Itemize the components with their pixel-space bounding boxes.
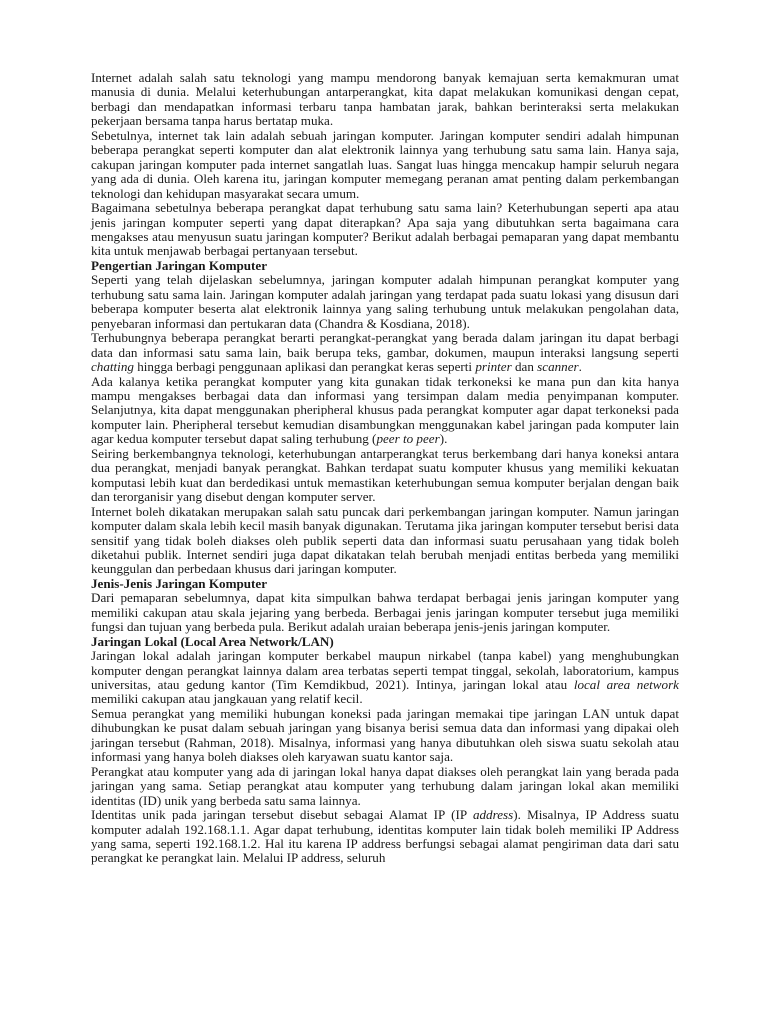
document-page [91, 71, 679, 866]
text-run: ). [439, 431, 448, 447]
paragraph [91, 649, 679, 707]
paragraph [91, 273, 679, 331]
text-run: memiliki cakupan atau jangkauan yang relatif kecil. [91, 691, 363, 707]
italic-term: printer [475, 359, 512, 375]
paragraph [91, 765, 679, 808]
text-run: Semua perangkat yang memiliki hubungan koneksi pada jaringan memakai tipe jaringan LAN untuk dapat dihubungkan ke pusat dalam sebuah jaringan yang bisanya berisi semua data dan informasi yang dipakai oleh jaringan tersebut (Rahman, 2018). Misalnya, informasi yang hanya dibutuhkan oleh siswa suatu sekolah atau informasi yang hanya boleh diakses oleh karyawan suatu kantor saja. [91, 705, 679, 765]
text-run: Perangkat atau komputer yang ada di jaringan lokal hanya dapat diakses oleh perangkat lain yang berada pada jaringan yang sama. Setiap perangkat atau komputer yang terhubung dalam jaringan lokal akan memiliki identitas (ID) unik yang berbeda satu sama lainnya. [91, 763, 679, 808]
text-run: Dari pemaparan sebelumnya, dapat kita simpulkan bahwa terdapat berbagai jenis jaringan komputer yang memiliki cakupan atau skala jejaring yang berbeda. Berbagai jenis jaringan komputer tersebut juga memiliki fungsi dan tujuan yang berbeda pula. Berikut adalah uraian beberapa jenis-jenis jaringan komputer. [91, 590, 679, 635]
italic-term: local area network [573, 677, 679, 693]
paragraph [91, 447, 679, 505]
italic-term: chatting [91, 359, 134, 375]
text-run: Internet boleh dikatakan merupakan salah satu puncak dari perkembangan jaringan komputer. Namun jaringan komputer dalam skala lebih kecil masih banyak digunakan. Terutama jika jaringan komputer tersebut berisi data sensitif yang tidak boleh diakses oleh publik seperti data dan informasi suatu perusahaan yang tidak boleh diketahui publik. Internet sendiri juga dapat dikatakan telah berubah menjadi entitas berbeda yang memiliki keunggulan dan perbedaan khusus dari jaringan komputer. [91, 503, 679, 577]
text-run: dan [511, 359, 538, 375]
text-run: Bagaimana sebetulnya beberapa perangkat dapat terhubung satu sama lain? Keterhubungan seperti apa atau jenis jaringan komputer seperti yang dapat diterapkan? Apa saja yang dibutuhkan serta bagaimana cara mengakses atau menyusun suatu jaringan komputer? Berikut adalah berbagai pemaparan yang dapat membantu kita untuk menjawab berbagai pertanyaan tersebut. [91, 200, 679, 259]
text-run: Jaringan lokal adalah jaringan komputer berkabel maupun nirkabel (tanpa kabel) yang menghubungkan komputer dengan perangkat lainnya dalam area terbatas seperti tempat tinggal, sekolah, laboratorium, kampus universitas, atau gedung kantor (Tim Kemdikbud, 2021). Intinya, jaringan lokal atau [91, 648, 679, 693]
paragraph [91, 375, 679, 447]
italic-term: scanner [537, 359, 579, 375]
text-run: hingga berbagi penggunaan aplikasi dan perangkat keras seperti [133, 359, 476, 375]
paragraph [91, 129, 679, 201]
paragraph [91, 808, 679, 866]
text-run: Identitas unik pada jaringan tersebut disebut sebagai Alamat IP (IP [91, 807, 473, 823]
paragraph [91, 201, 679, 259]
section-heading: Jaringan Lokal (Local Area Network/LAN) [91, 633, 334, 649]
text-run: Sebetulnya, internet tak lain adalah sebuah jaringan komputer. Jaringan komputer sendiri adalah himpunan beberapa perangkat seperti komputer dan alat elektronik lainnya yang terhubung satu sama lain. Hanya saja, cakupan jaringan komputer pada internet sangatlah luas. Sangat luas hingga mencakup hampir seluruh negara yang ada di dunia. Oleh karena itu, jaringan komputer memegang peranan amat penting dalam perkembangan teknologi dan kehidupan masyarakat secara umum. [91, 127, 679, 201]
text-run: Seiring berkembangnya teknologi, keterhubungan antarperangkat terus berkembang dari hanya koneksi antara dua perangkat, menjadi banyak perangkat. Bahkan terdapat suatu komputer khusus yang memiliki kekuatan komputasi lebih kuat dan berdedikasi untuk memastikan keterhubungan semua komputer berjalan dengan baik dan terorganisir yang disebut dengan komputer server. [91, 445, 679, 505]
text-run: Ada kalanya ketika perangkat komputer yang kita gunakan tidak terkoneksi ke mana pun dan kita hanya mampu mengakses berbagai data dan informasi yang tersimpan dalam media penyimpanan komputer. Selanjutnya, kita dapat menggunakan pheripheral khusus pada perangkat komputer agar dapat terkoneksi pada komputer lain. Pheripheral tersebut kemudian disambungkan menggunakan kabel jaringan pada komputer lain agar kedua komputer tersebut dapat saling terhubung ( [91, 373, 679, 447]
text-run: Seperti yang telah dijelaskan sebelumnya, jaringan komputer adalah himpunan perangkat komputer yang terhubung satu sama lain. Jaringan komputer adalah jaringan yang terdapat pada suatu lokasi yang disusun dari beberapa komputer beserta alat elektronik lainnya yang saling terhubung untuk melakukan pengolahan data, penyebaran informasi dan pertukaran data (Chandra & Kosdiana, 2018). [91, 272, 679, 331]
italic-term: address [472, 807, 514, 823]
section-heading: Jenis-Jenis Jaringan Komputer [91, 575, 268, 591]
text-run: Terhubungnya beberapa perangkat berarti perangkat-perangkat yang berada dalam jaringan itu dapat berbagi data dan informasi satu sama lain, baik berupa teks, gambar, dokumen, maupun interaksi langsung seperti [91, 330, 679, 360]
paragraph [91, 71, 679, 129]
paragraph [91, 505, 679, 577]
paragraph [91, 331, 679, 374]
section-heading: Pengertian Jaringan Komputer [91, 257, 268, 273]
text-run: . [578, 359, 582, 375]
text-run: Internet adalah salah satu teknologi yang mampu mendorong banyak kemajuan serta kemakmuran umat manusia di dunia. Melalui keterhubungan antarperangkat, kita dapat melakukan komunikasi dengan cepat, berbagi dan mendapatkan informasi terbaru tanpa hambatan jarak, bahkan berinteraksi serta melakukan pekerjaan bersama tanpa harus bertatap muka. [91, 70, 679, 129]
paragraph [91, 707, 679, 765]
text-run: ). Misalnya, IP Address suatu komputer adalah 192.168.1.1. Agar dapat terhubung, identitas komputer lain tidak boleh memiliki IP Address yang sama, seperti 192.168.1.2. Hal itu karena IP address berfungsi sebagai alamat pengiriman data dari satu perangkat ke perangkat lain. Melalui IP address, seluruh [91, 807, 679, 866]
paragraph [91, 591, 679, 634]
italic-term: peer to peer [376, 431, 440, 447]
